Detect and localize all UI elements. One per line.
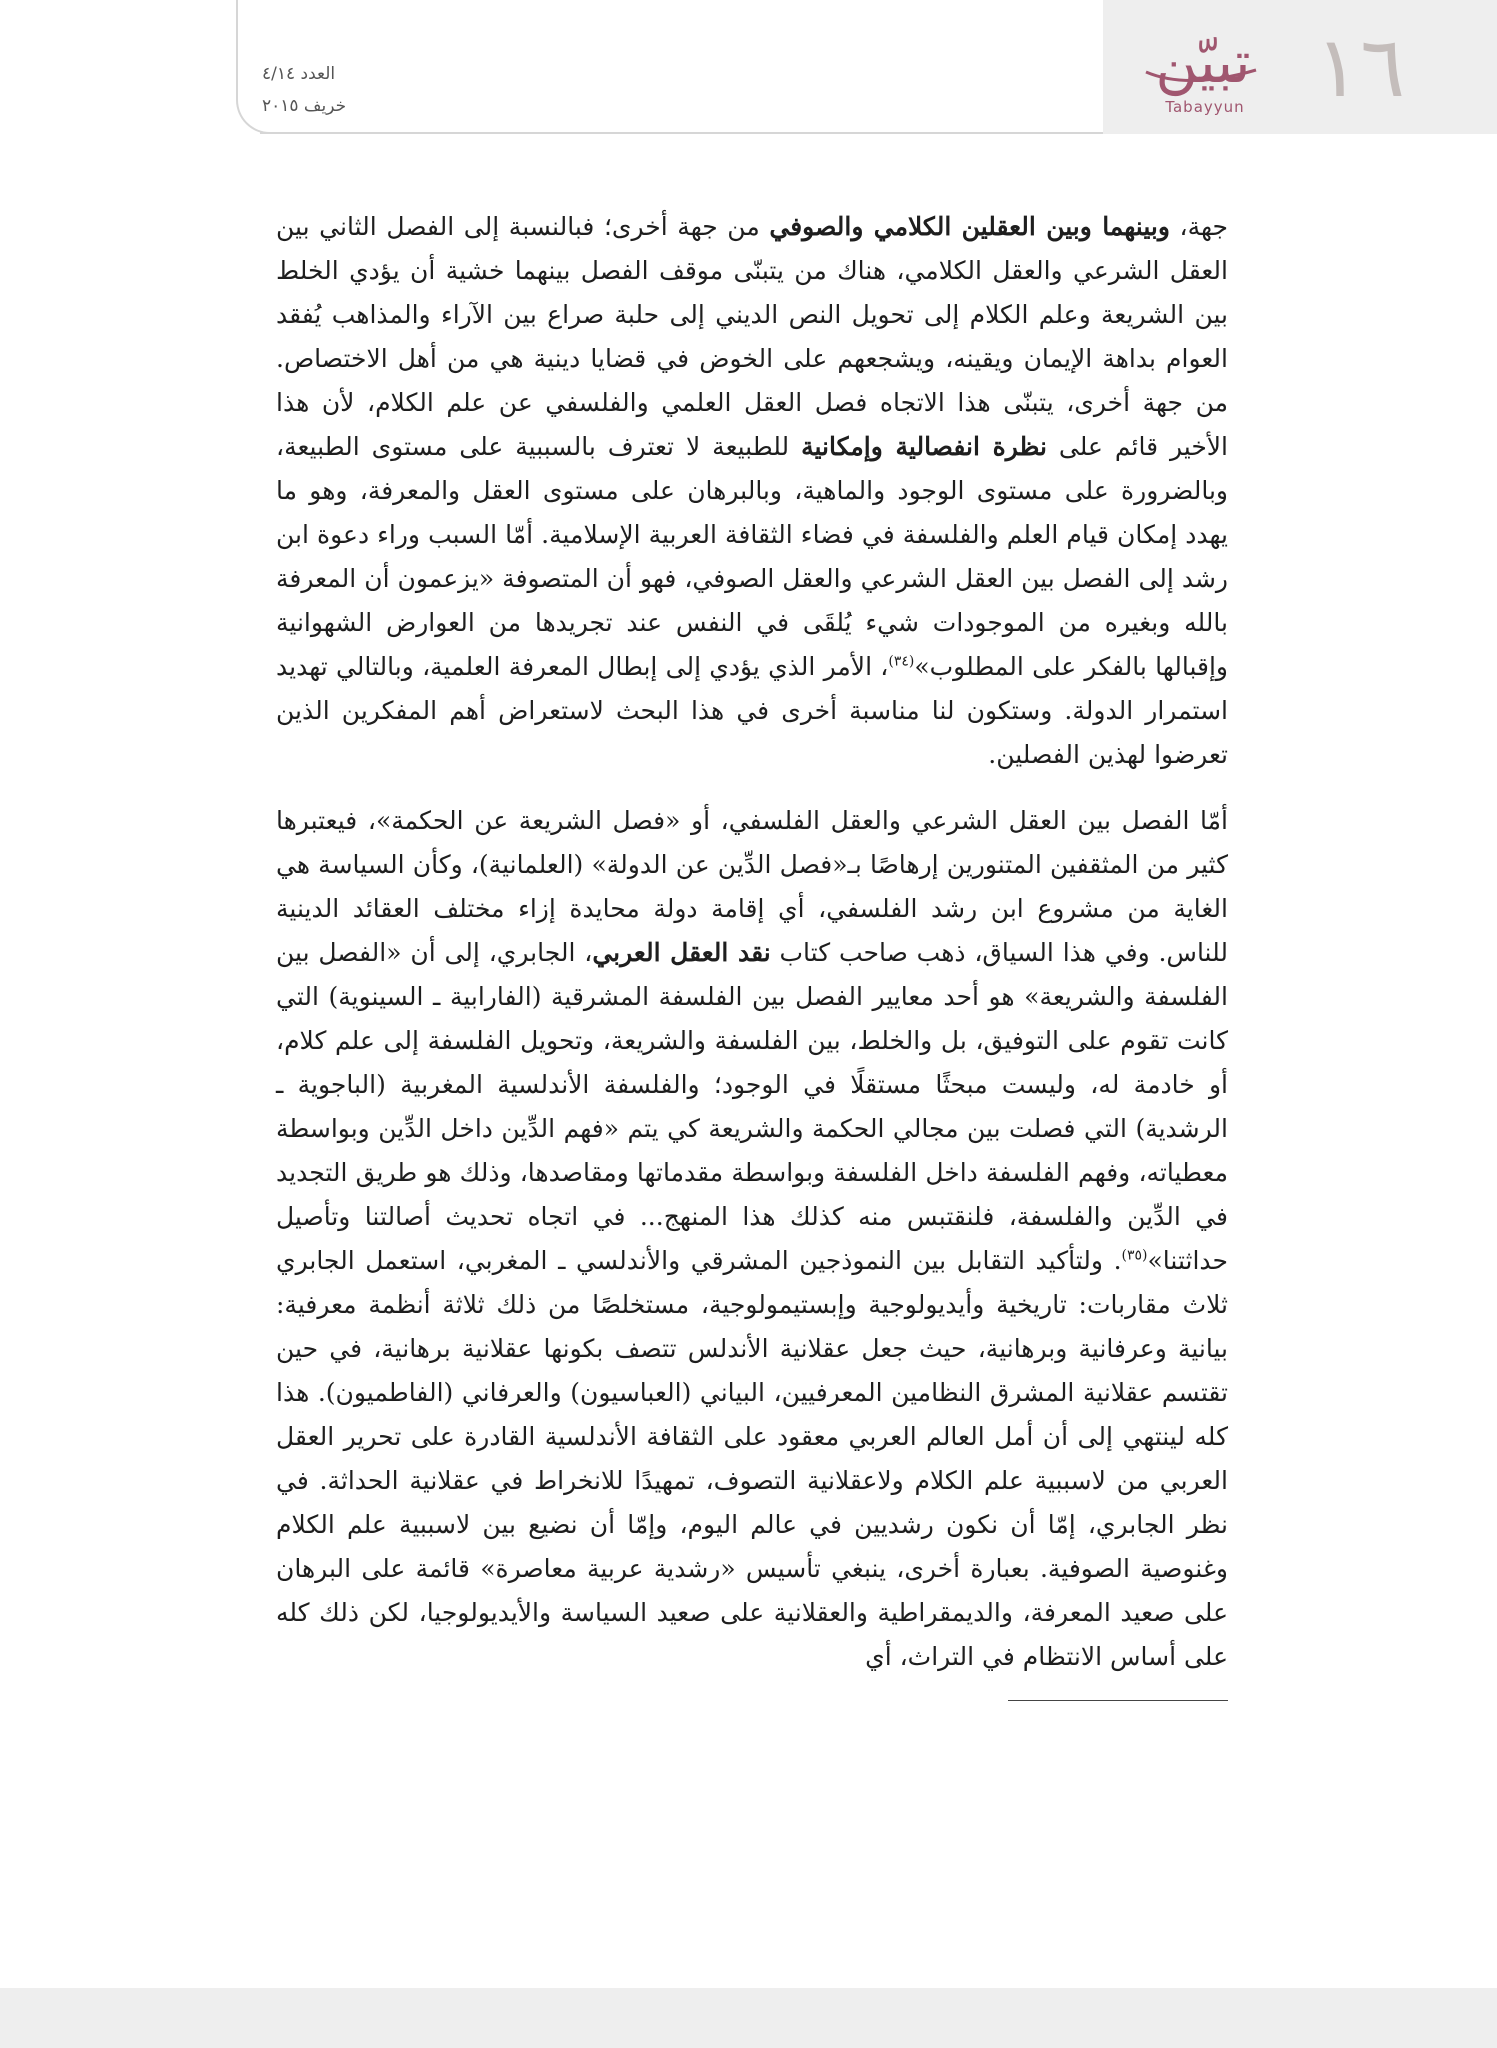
text-run: ، الجابري، إلى أن «الفصل بين الفلسفة والشريعة» هو أحد معايير الفصل بين الفلسفة المشرقية (الفارابية ـ السينوية) التي كانت تقوم على التوفيق، بل والخلط، بين الفلسفة والشريعة، وتحويل الفلسفة إلى علم كلام، أو خادمة له، وليست مبحثًا مستقلًا في الوجود؛ والفلسفة الأندلسية المغربية (الباجوية ـ الرشدية) التي فصلت بين مجالي الحكمة والشريعة كي يتم «فهم الدِّين داخل الدِّين وبواسطة معطياته، وفهم الفلسفة داخل الفلسفة وبواسطة مقدماتها ومقاصدها، وذلك هو طريق التجديد في الدِّين والفلسفة، فلنقتبس منه كذلك هذا المنهج... في اتجاه تحديث أصالتنا وتأصيل حداثتنا»: [276, 938, 1228, 1275]
tabayyun-logo-icon: [1128, 20, 1278, 100]
text-run: أمّا الفصل بين العقل الشرعي والعقل الفلسفي، أو «فصل الشريعة عن الحكمة»، فيعتبرها كثير من المثقفين المتنورين إرهاصًا بـ«فصل الدِّين عن الدولة» (العلمانية)، وكأن السياسة هي الغاية من مشروع ابن رشد الفلسفي، أي إقامة دولة محايدة إزاء مختلف العقائد الدينية للناس. وفي هذا السياق، ذهب صاحب كتاب: [276, 806, 1228, 967]
logo-latin-text: Tabayyun: [1165, 98, 1245, 116]
issue-number: العدد ٤/١٤: [262, 64, 336, 84]
logo-arabic-text: تبيّن: [1155, 28, 1251, 96]
text-run: للطبيعة لا تعترف بالسببية على مستوى الطبيعة، وبالضرورة على مستوى الوجود والماهية، وبالبرهان على مستوى العقل والمعرفة، وهو ما يهدد إمكان قيام العلم والفلسفة في فضاء الثقافة العربية الإسلامية. أمّا السبب وراء دعوة ابن رشد إلى الفصل بين العقل الشرعي والعقل الصوفي، فهو أن المتصوفة «يزعمون أن المعرفة بالله وبغيره من الموجودات شيء يُلقَى في النفس عند تجريدها من العوارض الشهوانية وإقبالها بالفكر على المطلوب»: [276, 432, 1229, 681]
bold-phrase: نظرة انفصالية وإمكانية: [801, 432, 1047, 461]
page-header: [0, 0, 1497, 140]
text-run: . ولتأكيد التقابل بين النموذجين المشرقي والأندلسي ـ المغربي، استعمل الجابري ثلاث مقاربات: تاريخية وأيديولوجية وإبستيمولوجية، مستخلصًا من ذلك ثلاثة أنظمة معرفية: بيانية وعرفانية وبرهانية، حيث جعل عقلانية الأندلس تتصف بكونها عقلانية برهانية، في حين تقتسم عقلانية المشرق النظامين المعرفيين، البياني (العباسيون) والعرفاني (الفاطميون). هذا كله لينتهي إلى أن أمل العالم العربي معقود على الثقافة الأندلسية القادرة على تحرير العقل العربي من لاسببية علم الكلام ولاعقلانية التصوف، تمهيدًا للانخراط في عقلانية الحداثة. في نظر الجابري، إمّا أن نكون رشديين في عالم اليوم، وإمّا أن نضيع بين لاسببية علم الكلام وغنوصية الصوفية. بعبارة أخرى، ينبغي تأسيس «رشدية عربية معاصرة» قائمة على البرهان على صعيد المعرفة، والديمقراطية والعقلانية على صعيد السياسة والأيديولوجيا، لكن ذلك كله على أساس الانتظام في التراث، أي: [276, 1246, 1228, 1671]
text-run: جهة،: [1169, 212, 1228, 241]
paragraph-1: [276, 205, 1228, 777]
footnote-ref-34[interactable]: (٣٤): [888, 653, 915, 670]
article-body: [276, 205, 1228, 1679]
footnote-divider: [1008, 1700, 1228, 1701]
issue-info: [262, 58, 462, 122]
text-run: ، الأمر الذي يؤدي إلى إبطال المعرفة العلمية، وبالتالي تهديد استمرار الدولة. وستكون لنا مناسبة أخرى في هذا البحث لاستعراض أهم المفكرين الذين تعرضوا لهذين الفصلين.: [276, 652, 1228, 769]
page-number: ١٦: [1315, 18, 1406, 116]
bold-phrase: وبينهما وبين العقلين الكلامي والصوفي: [769, 212, 1170, 241]
text-run: من جهة أخرى؛ فبالنسبة إلى الفصل الثاني بين العقل الشرعي والعقل الكلامي، هناك من يتبنّى موقف الفصل بينهما خشية أن يؤدي الخلط بين الشريعة وعلم الكلام إلى تحويل النص الديني إلى حلبة صراع بين الآراء والمذاهب يُفقد العوام بداهة الإيمان ويقينه، ويشجعهم على الخوض في قضايا دينية هي من أهل الاختصاص. من جهة أخرى، يتبنّى هذا الاتجاه فصل العقل العلمي والفلسفي عن علم الكلام، لأن هذا الأخير قائم على: [276, 212, 1229, 461]
book-title: نقد العقل العربي: [592, 938, 771, 967]
paragraph-2: [276, 799, 1228, 1679]
issue-season: خريف ٢٠١٥: [262, 96, 347, 116]
footer-band: [0, 1988, 1497, 2048]
footnote-ref-35[interactable]: (٣٥): [1121, 1247, 1148, 1264]
